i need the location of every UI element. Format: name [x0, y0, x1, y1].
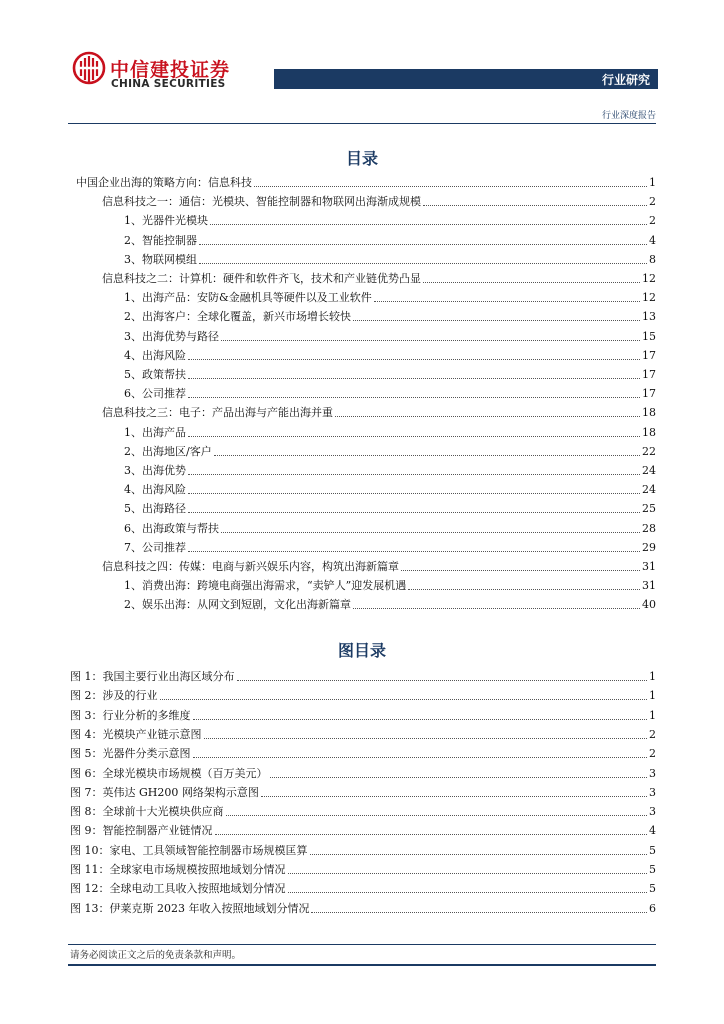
entry-title: 图 12：全球电动工具收入按照地域划分情况 — [70, 882, 286, 896]
entry-page-number: 5 — [649, 882, 656, 896]
entry-page-number: 2 — [649, 195, 656, 209]
toc-entry[interactable] — [124, 290, 656, 306]
dot-leader — [199, 233, 647, 245]
entry-page-number: 3 — [649, 805, 656, 819]
dot-leader — [423, 194, 647, 206]
entry-title: 1、出海产品：安防&金融机具等硬件以及工业软件 — [124, 291, 372, 305]
entry-title: 4、出海风险 — [124, 348, 186, 362]
category-banner — [274, 69, 658, 89]
entry-title: 6、出海政策与帮扶 — [124, 521, 219, 535]
entry-page-number: 3 — [649, 785, 656, 799]
toc-entry[interactable] — [124, 213, 656, 229]
figure-entry[interactable] — [70, 862, 656, 878]
entry-page-number: 4 — [649, 824, 656, 838]
entry-title: 图 10：家电、工具领域智能控制器市场规模匡算 — [70, 843, 308, 857]
toc-entry[interactable] — [102, 405, 656, 421]
toc-entry[interactable] — [124, 309, 656, 325]
dot-leader — [401, 559, 640, 571]
dot-leader — [188, 348, 640, 360]
toc-entry[interactable] — [124, 348, 656, 364]
figure-list-title: 图目录 — [337, 641, 386, 660]
dot-leader — [353, 597, 640, 609]
figure-entry[interactable] — [70, 785, 656, 801]
dot-leader — [288, 881, 648, 893]
dot-leader — [270, 766, 648, 778]
entry-title: 6、公司推荐 — [124, 387, 186, 401]
entry-page-number: 17 — [642, 348, 656, 362]
entry-page-number: 1 — [649, 670, 656, 683]
entry-title: 图 8：全球前十大光模块供应商 — [70, 805, 224, 819]
entry-page-number: 2 — [649, 214, 656, 228]
entry-title: 图 7：英伟达 GH200 网络架构示意图 — [70, 785, 259, 799]
entry-title: 3、出海优势与路径 — [124, 329, 219, 343]
dot-leader — [408, 578, 640, 590]
dot-leader — [160, 688, 648, 700]
entry-page-number: 31 — [642, 560, 656, 573]
dot-leader — [188, 463, 640, 475]
footer-divider — [68, 944, 656, 945]
entry-page-number: 28 — [642, 521, 656, 535]
entry-title: 图 3：行业分析的多维度 — [70, 708, 191, 722]
entry-page-number: 17 — [642, 368, 656, 381]
entry-title: 信息科技之二：计算机：硬件和软件齐飞，技术和产业链优势凸显 — [102, 272, 421, 285]
entry-page-number: 3 — [649, 766, 656, 780]
entry-title: 5、出海路径 — [124, 502, 186, 516]
entry-page-number: 29 — [642, 540, 656, 554]
page-header — [0, 0, 724, 121]
toc-entry[interactable] — [124, 386, 656, 402]
entry-title: 图 5：光器件分类示意图 — [70, 747, 191, 761]
dot-leader — [221, 329, 640, 341]
toc-entry[interactable] — [124, 482, 656, 498]
entry-page-number: 8 — [649, 252, 656, 266]
entry-title: 3、物联网模组 — [124, 252, 197, 266]
toc-entry[interactable] — [124, 367, 656, 383]
china-securities-logo-icon — [72, 50, 106, 90]
category-label: 行业研究 — [601, 73, 650, 87]
entry-page-number: 6 — [649, 901, 656, 915]
dot-leader — [374, 290, 640, 302]
footer-rule — [68, 964, 656, 966]
entry-title: 1、光器件光模块 — [124, 214, 208, 228]
toc-entry[interactable] — [124, 540, 656, 556]
entry-title: 7、公司推荐 — [124, 540, 186, 554]
toc-entry[interactable] — [124, 425, 656, 441]
header-divider — [68, 123, 656, 124]
entry-title: 5、政策帮扶 — [124, 368, 186, 381]
entry-page-number: 1 — [649, 176, 656, 189]
dot-leader — [221, 521, 640, 533]
brand-name-cn: 中信建投证券 — [110, 59, 231, 81]
figure-entry[interactable] — [70, 823, 656, 839]
figure-entry[interactable] — [70, 669, 656, 685]
toc-entry[interactable] — [102, 271, 656, 287]
dot-leader — [254, 175, 647, 187]
figure-entry[interactable] — [70, 727, 656, 743]
disclaimer-note: 请务必阅读正文之后的免责条款和声明。 — [70, 950, 242, 961]
toc-entry[interactable] — [76, 175, 656, 191]
entry-page-number: 5 — [649, 863, 656, 876]
entry-page-number: 1 — [649, 708, 656, 722]
dot-leader — [188, 482, 640, 494]
toc-title: 目录 — [345, 149, 378, 168]
entry-title: 2、娱乐出海：从网文到短剧，文化出海新篇章 — [124, 598, 351, 612]
toc-entry[interactable] — [124, 233, 656, 249]
entry-title: 图 9：智能控制器产业链情况 — [70, 824, 213, 838]
dot-leader — [310, 843, 648, 855]
figure-entry[interactable] — [70, 766, 656, 782]
dot-leader — [188, 367, 640, 379]
dot-leader — [215, 823, 648, 835]
dot-leader — [423, 271, 640, 283]
entry-title: 信息科技之一：通信：光模块、智能控制器和物联网出海渐成规模 — [102, 195, 421, 209]
figure-entry[interactable] — [70, 881, 656, 897]
entry-page-number: 15 — [642, 329, 656, 343]
entry-title: 信息科技之四：传媒：电商与新兴娱乐内容，构筑出海新篇章 — [102, 560, 399, 573]
figure-entry[interactable] — [70, 708, 656, 724]
entry-page-number: 31 — [642, 579, 656, 593]
entry-page-number: 24 — [642, 464, 656, 477]
dot-leader — [226, 804, 648, 816]
entry-title: 2、智能控制器 — [124, 233, 197, 247]
entry-page-number: 24 — [642, 483, 656, 497]
entry-page-number: 2 — [649, 747, 656, 761]
entry-title: 图 1：我国主要行业出海区域分布 — [70, 670, 235, 683]
entry-page-number: 25 — [642, 502, 656, 516]
dot-leader — [353, 309, 640, 321]
toc-entry[interactable] — [124, 444, 656, 460]
entry-title: 中国企业出海的策略方向：信息科技 — [76, 176, 252, 189]
report-type: 行业深度报告 — [601, 111, 656, 121]
toc-entry[interactable] — [124, 597, 656, 613]
entry-title: 图 11：全球家电市场规模按照地域划分情况 — [70, 863, 286, 876]
entry-page-number: 13 — [642, 310, 656, 324]
figure-entry[interactable] — [70, 804, 656, 820]
entry-title: 2、出海地区/客户 — [124, 444, 212, 458]
entry-title: 1、消费出海：跨境电商强出海需求，“卖铲人”迎发展机遇 — [124, 579, 407, 593]
dot-leader — [261, 785, 647, 797]
entry-page-number: 12 — [642, 291, 656, 305]
entry-title: 2、出海客户：全球化覆盖，新兴市场增长较快 — [124, 310, 351, 324]
entry-title: 图 4：光模块产业链示意图 — [70, 727, 202, 741]
dot-leader — [199, 252, 647, 264]
dot-leader — [204, 727, 648, 739]
entry-page-number: 18 — [642, 425, 656, 439]
dot-leader — [193, 708, 648, 720]
entry-page-number: 5 — [649, 843, 656, 857]
dot-leader — [188, 540, 640, 552]
dot-leader — [188, 501, 640, 513]
entry-page-number: 12 — [642, 272, 656, 285]
dot-leader — [193, 746, 648, 758]
toc-entry[interactable] — [102, 194, 656, 210]
brand-name-en: CHINA SECURITIES — [111, 78, 226, 90]
toc-entry[interactable] — [124, 521, 656, 537]
toc-entry[interactable] — [124, 501, 656, 517]
figure-entry[interactable] — [70, 688, 656, 704]
entry-title: 图 2：涉及的行业 — [70, 689, 158, 703]
entry-title: 信息科技之三：电子：产品出海与产能出海并重 — [102, 406, 333, 420]
toc-entry[interactable] — [124, 578, 656, 594]
toc-entry[interactable] — [124, 252, 656, 268]
figure-entry[interactable] — [70, 746, 656, 762]
figure-entry[interactable] — [70, 901, 656, 917]
entry-page-number: 1 — [649, 689, 656, 703]
entry-title: 4、出海风险 — [124, 483, 186, 497]
dot-leader — [188, 386, 640, 398]
entry-page-number: 22 — [642, 444, 656, 458]
dot-leader — [188, 425, 640, 437]
dot-leader — [311, 901, 647, 913]
entry-page-number: 40 — [642, 598, 656, 612]
toc-entry[interactable] — [124, 329, 656, 345]
dot-leader — [335, 405, 640, 417]
dot-leader — [237, 669, 648, 681]
toc-entry[interactable] — [102, 559, 656, 575]
entry-title: 图 6：全球光模块市场规模（百万美元） — [70, 766, 268, 780]
dot-leader — [214, 444, 640, 456]
entry-page-number: 4 — [649, 233, 656, 247]
toc-entry[interactable] — [124, 463, 656, 479]
dot-leader — [210, 213, 647, 225]
figure-entry[interactable] — [70, 843, 656, 859]
entry-title: 1、出海产品 — [124, 425, 186, 439]
dot-leader — [288, 862, 648, 874]
entry-title: 图 13：伊莱克斯 2023 年收入按照地域划分情况 — [70, 901, 310, 915]
entry-page-number: 17 — [642, 387, 656, 401]
entry-page-number: 18 — [642, 406, 656, 420]
entry-page-number: 2 — [649, 727, 656, 741]
entry-title: 3、出海优势 — [124, 464, 186, 477]
